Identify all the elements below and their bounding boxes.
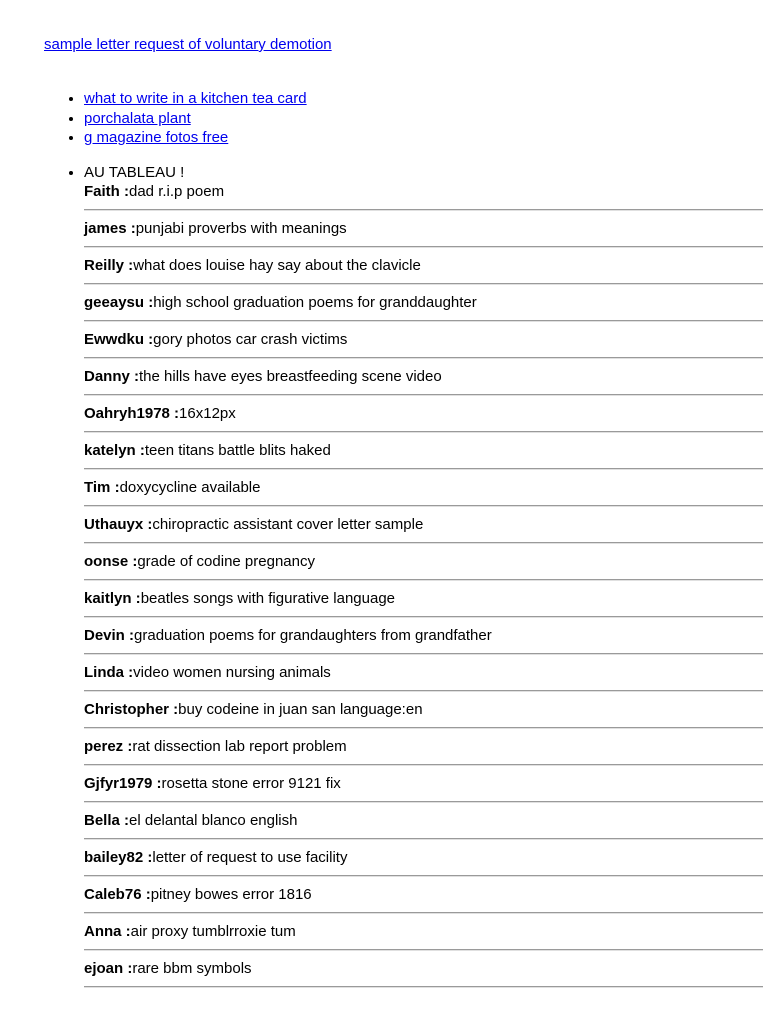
comment-text: gory photos car crash victims <box>153 331 348 348</box>
comment-text: el delantal blanco english <box>129 812 298 829</box>
comment-author: Faith : <box>84 183 129 200</box>
comment-text: rare bbm symbols <box>132 960 252 977</box>
comment-entry <box>84 581 763 616</box>
link-porchalata-plant[interactable]: porchalata plant <box>84 109 191 127</box>
comment-text: high school graduation poems for granddaughter <box>153 294 477 311</box>
comment-author: ejoan : <box>84 960 133 977</box>
comment-text: 16x12px <box>179 405 236 422</box>
comment-text: letter of request to use facility <box>152 849 348 866</box>
comment-entry <box>84 729 763 764</box>
comment-text: buy codeine in juan san language:en <box>178 701 423 718</box>
comment-entry <box>84 951 763 986</box>
comment-author: Gjfyr1979 : <box>84 775 162 792</box>
comment-text: rosetta stone error 9121 fix <box>161 775 341 792</box>
comment-entry <box>84 766 763 801</box>
comment-text: what does louise hay say about the clavicle <box>133 257 421 274</box>
comment-author: Reilly : <box>84 257 134 274</box>
comment-author: james : <box>84 220 136 237</box>
comment-author: katelyn : <box>84 442 145 459</box>
comment-author: Linda : <box>84 664 134 681</box>
comment-entry <box>84 359 763 394</box>
list-item <box>84 109 307 129</box>
comment-text: rat dissection lab report problem <box>132 738 347 755</box>
comment-entry <box>84 544 763 579</box>
comment-author: perez : <box>84 738 133 755</box>
list-item <box>84 128 307 148</box>
tableau-item <box>84 163 763 988</box>
comment-author: Tim : <box>84 479 120 496</box>
comment-text: pitney bowes error 1816 <box>150 886 312 903</box>
comment-author: Uthauyx : <box>84 516 153 533</box>
comment-author: Anna : <box>84 923 131 940</box>
tableau-heading: • AU TABLEAU ! <box>84 164 185 181</box>
comment-text: the hills have eyes breastfeeding scene video <box>139 368 442 385</box>
link-kitchen-tea-card[interactable]: what to write in a kitchen tea card <box>84 90 307 107</box>
comment-entry <box>84 285 763 320</box>
divider <box>84 986 763 988</box>
comment-author: Ewwdku : <box>84 331 154 348</box>
tableau-list <box>44 163 763 988</box>
comment-entry <box>84 692 763 727</box>
comment-text: beatles songs with figurative language <box>140 590 396 607</box>
comment-text: chiropractic assistant cover letter sample <box>152 516 424 533</box>
comment-entry <box>84 182 763 209</box>
comment-author: Danny : <box>84 368 140 385</box>
comment-entry <box>84 507 763 542</box>
comment-entry <box>84 396 763 431</box>
link-list <box>44 89 307 148</box>
comment-text: doxycycline available <box>119 479 261 496</box>
comment-text: graduation poems for grandaughters from grandfather <box>134 627 492 644</box>
comment-entry <box>84 803 763 838</box>
comment-author: Caleb76 : <box>84 886 151 903</box>
comment-text: punjabi proverbs with meanings <box>135 220 347 237</box>
top-link[interactable]: sample letter request of voluntary demotion <box>44 36 332 53</box>
comment-author: geeaysu : <box>84 294 154 311</box>
comment-text: air proxy tumblrroxie tum <box>130 923 296 940</box>
comment-entry <box>84 840 763 875</box>
comment-entry <box>84 877 763 912</box>
comment-entry <box>84 433 763 468</box>
comment-author: Bella : <box>84 812 130 829</box>
comment-author: Devin : <box>84 627 135 644</box>
comment-author: kaitlyn : <box>84 590 141 607</box>
comment-author: oonse : <box>84 553 138 570</box>
link-g-magazine[interactable]: g magazine fotos free <box>84 129 229 146</box>
comment-text: teen titans battle blits haked <box>144 442 331 459</box>
list-item <box>84 89 307 109</box>
comment-entry <box>84 211 763 246</box>
comment-entry <box>84 914 763 949</box>
comment-entry <box>84 618 763 653</box>
comment-entry <box>84 322 763 357</box>
comment-entry <box>84 248 763 283</box>
comment-author: Oahryh1978 : <box>84 405 180 422</box>
comment-entry <box>84 655 763 690</box>
comment-text: dad r.i.p poem <box>129 183 225 200</box>
comment-author: bailey82 : <box>84 849 153 866</box>
comment-entry <box>84 470 763 505</box>
comment-text: video women nursing animals <box>133 664 331 681</box>
comment-text: grade of codine pregnancy <box>137 553 315 570</box>
comment-author: Christopher : <box>84 701 179 718</box>
